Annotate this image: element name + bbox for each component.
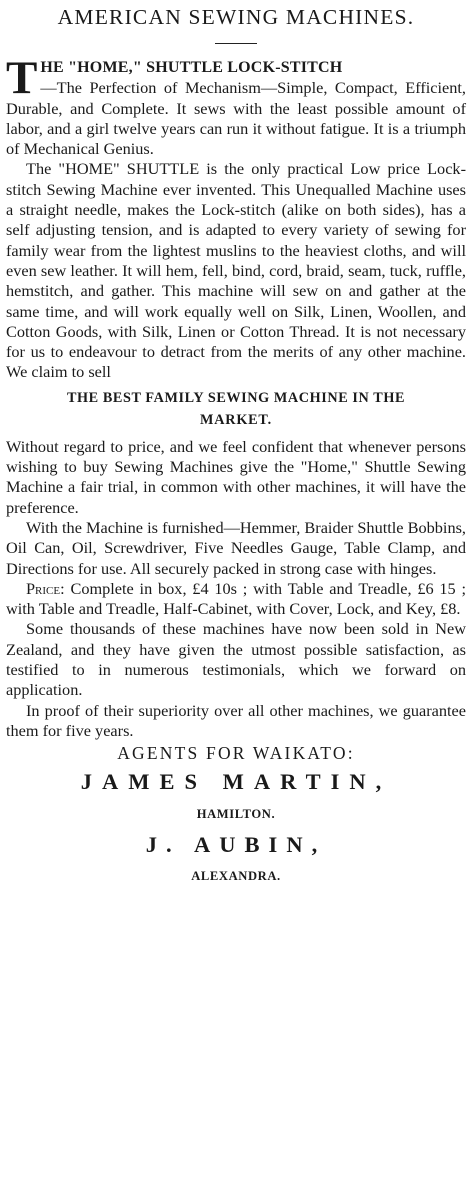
lead-heading: HE "HOME," SHUTTLE LOCK-STITCH [40, 59, 343, 76]
agent-town-hamilton: HAMILTON. [196, 807, 276, 822]
lead-text: —The Perfection of Mechanism—Simple, Compact, Efficient, Durable, and Complete. It sews with the least possible amount of labor, and a girl twelve years can run it without fatigue. It is a triumph of Mechanical Genius. [6, 78, 466, 159]
shuttle-paragraph: The "HOME" SHUTTLE is the only practical Low price Lock-stitch Sewing Machine ever invented. This Unequalled Machine uses a straight needle, makes the Lock-stitch (alike on both sides), has a self adjusting tension, and is adapted to every variety of sewing for family wear from the lightest muslins to the heaviest cloths, and will even sew leather. It will hem, fell, bind, cord, braid, seam, tuck, ruffle, hemstitch, and gather. This machine will sew on and gather at the same time, and will work equally well on Silk, Linen, Woollen, and Cotton Goods, with Silk, Linen or Cotton Thread. It is not necessary for us to endeavour to detract from the merits of any other machine. We claim to sell [6, 159, 466, 382]
agents-heading: AGENTS FOR WAIKATO: [117, 743, 355, 764]
thousands-text: Some thousands of these machines have now been sold in New Zealand, and they have given the utmost possible satisfaction, as testified to in numerous testimonials, which we forward on application. [6, 619, 466, 700]
regard-paragraph: Without regard to price, and we feel confident that whenever persons wishing to buy Sewing Machines give the "Home," Shuttle Sewing Machine a fair trial, in common with other machines, it will have the preference. [6, 436, 466, 517]
divider-rule [215, 43, 257, 44]
lead-paragraph [6, 52, 466, 159]
furnished-paragraph: With the Machine is furnished—Hemmer, Braider Shuttle Bobbins, Oil Can, Oil, Screwdriver, Five Needles Gauge, Table Clamp, and Directions for use. All securely packed in strong case with hinges. [6, 517, 466, 578]
proof-paragraph: In proof of their superiority over all other machines, we guarantee them for five years. [6, 700, 466, 740]
price-text: Complete in box, £4 10s ; with Table and Treadle, £6 15 ; with Table and Treadle, Half-Cabinet, with Cover, Lock, and Key, £8. [6, 578, 467, 619]
agent-name-aubin: J. AUBIN, [145, 832, 327, 858]
drop-cap: T [6, 52, 38, 104]
agent-town-alexandra: ALEXANDRA. [191, 869, 281, 884]
best-family-heading: THE BEST FAMILY SEWING MACHINE IN THE [66, 389, 406, 406]
market-heading: MARKET. [200, 411, 272, 428]
thousands-paragraph [6, 619, 466, 700]
headline: AMERICAN SEWING MACHINES. [57, 5, 415, 29]
price-label: Price: [26, 578, 65, 598]
price-paragraph [6, 579, 466, 620]
agent-name-martin: JAMES MARTIN, [80, 769, 392, 795]
advertisement [0, 2, 472, 1184]
